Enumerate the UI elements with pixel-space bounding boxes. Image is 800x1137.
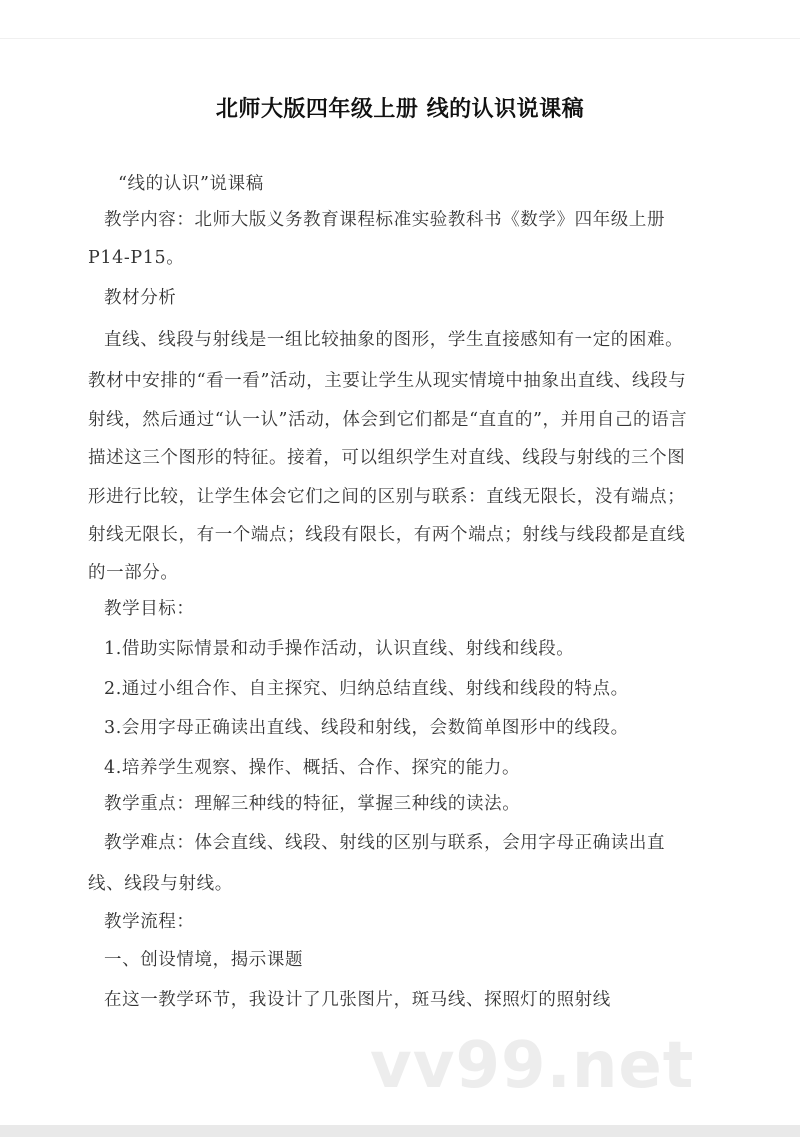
paragraph-line: 射线无限长，有一个端点；线段有限长，有两个端点；射线与线段都是直线 <box>88 525 686 545</box>
list-item: 3.会用字母正确读出直线、线段和射线，会数简单图形中的线段。 <box>104 718 629 738</box>
section-heading: 教材分析 <box>104 288 177 308</box>
section-heading: 一、创设情境，揭示课题 <box>104 950 304 970</box>
list-item: 1.借助实际情景和动手操作活动，认识直线、射线和线段。 <box>104 639 575 659</box>
paragraph-line: 教学难点：体会直线、线段、射线的区别与联系，会用字母正确读出直 <box>104 833 666 853</box>
paragraph-line: 线、线段与射线。 <box>88 874 233 894</box>
top-bar <box>0 0 800 39</box>
paragraph-line: 在这一教学环节，我设计了几张图片，斑马线、探照灯的照射线 <box>104 990 611 1010</box>
paragraph-line: 直线、线段与射线是一组比较抽象的图形，学生直接感知有一定的困难。 <box>104 330 684 350</box>
paragraph-line: 教学内容：北师大版义务教育课程标准实验教科书《数学》四年级上册 <box>104 210 666 230</box>
section-heading: 教学目标： <box>104 599 195 619</box>
paragraph-line: 形进行比较，让学生体会它们之间的区别与联系：直线无限长，没有端点； <box>88 487 686 507</box>
paragraph-line: 教材中安排的“看一看”活动，主要让学生从现实情境中抽象出直线、线段与 <box>88 371 687 391</box>
list-item: 2.通过小组合作、自主探究、归纳总结直线、射线和线段的特点。 <box>104 679 629 699</box>
paragraph-line: 描述这三个图形的特征。接着，可以组织学生对直线、线段与射线的三个图 <box>88 448 686 468</box>
paragraph-line: P14-P15。 <box>88 248 185 268</box>
bottom-bar <box>0 1125 800 1137</box>
paragraph-line: 的一部分。 <box>88 563 179 583</box>
watermark: vv99.net <box>370 1029 695 1103</box>
list-item: 4.培养学生观察、操作、概括、合作、探究的能力。 <box>104 758 521 778</box>
paragraph-line: 教学重点：理解三种线的特征，掌握三种线的读法。 <box>104 794 521 814</box>
section-heading: 教学流程： <box>104 912 195 932</box>
subtitle: “线的认识”说课稿 <box>118 174 264 194</box>
document-title: 北师大版四年级上册 线的认识说课稿 <box>215 97 585 122</box>
paragraph-line: 射线，然后通过“认一认”活动，体会到它们都是“直直的”，并用自己的语言 <box>88 410 688 430</box>
